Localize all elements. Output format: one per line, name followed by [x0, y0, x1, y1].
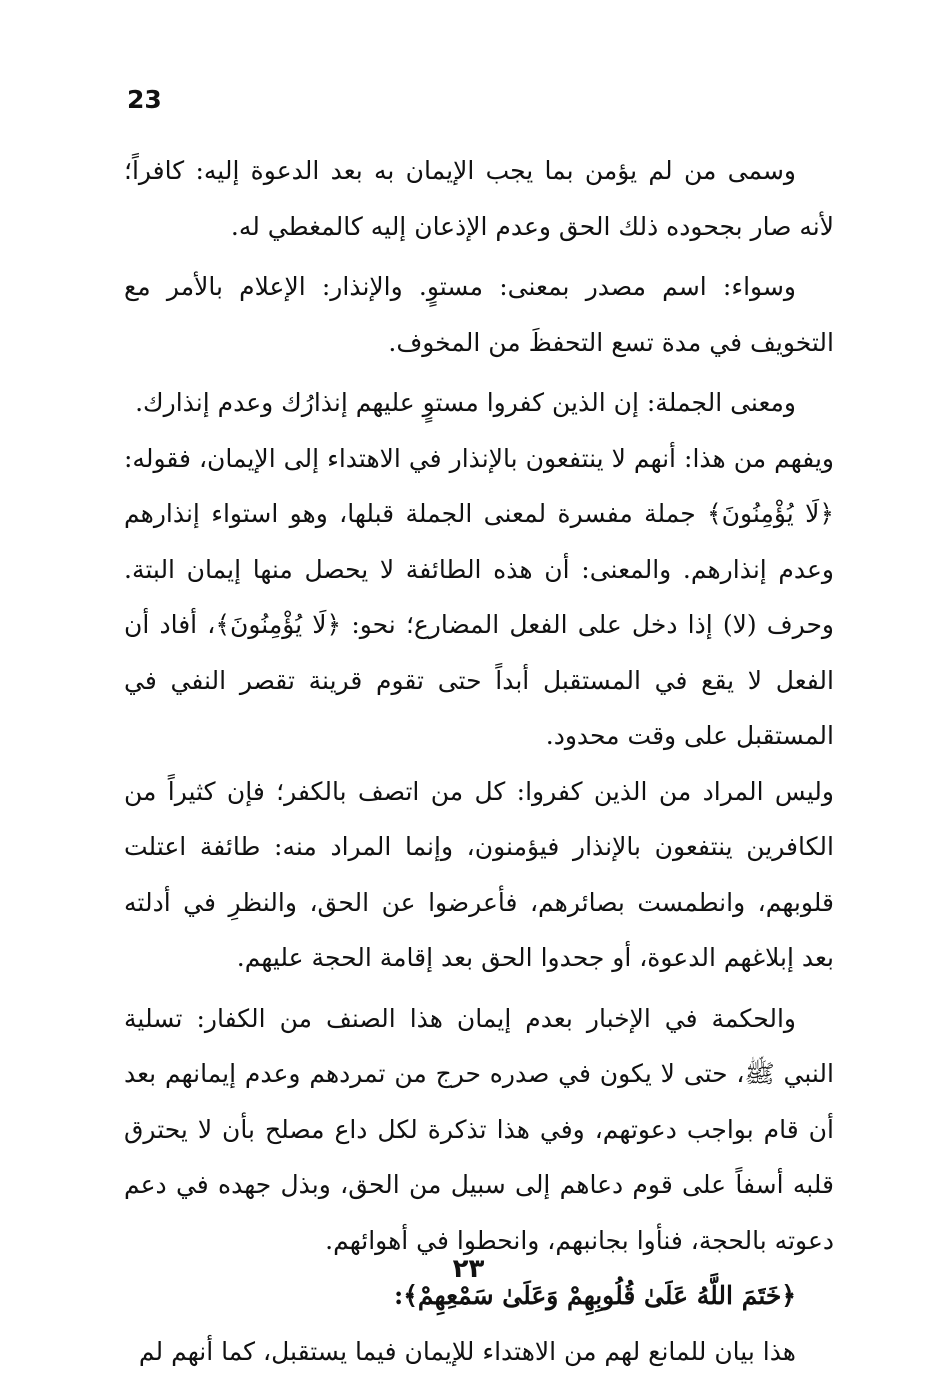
page-number-bottom: ٢٣	[0, 1252, 937, 1286]
page-number-top: 23	[127, 84, 162, 116]
paragraph-intended-disbelievers: وليس المراد من الذين كفروا: كل من اتصف بالكفر؛ فإن كثيراً من الكافرين ينتفعون بالإنذار فيؤمنون، وإنما المراد منه: طائفة اعتلت قلوبهم، وانطمست بصائرهم، فأعرضوا عن الحق، والنظرِ في أدلته بعد إبلاغهم الدعوة، أو جحدوا الحق بعد إقامة الحجة عليهم.	[124, 764, 834, 986]
paragraph-sentence-meaning: ومعنى الجملة: إن الذين كفروا مستوٍ عليهم إنذارُك وعدم إنذارك.	[124, 375, 834, 431]
page-body	[124, 143, 834, 1379]
verse-heading: ﴿خَتَمَ اللَّهُ عَلَىٰ قُلُوبِهِمْ وَعَلَىٰ سَمْعِهِمْ﴾:	[124, 1268, 834, 1324]
paragraph-inference: ويفهم من هذا: أنهم لا ينتفعون بالإنذار في الاهتداء إلى الإيمان، فقوله: ﴿لَا يُؤْمِنُونَ﴾ جملة مفسرة لمعنى الجملة قبلها، وهو استواء إنذارهم وعدم إنذارهم. والمعنى: أن هذه الطائفة لا يحصل منها إيمان البتة. وحرف (لا) إذا دخل على الفعل المضارع؛ نحو: ﴿لَا يُؤْمِنُونَ﴾، أفاد أن الفعل لا يقع في المستقبل أبداً حتى تقوم قرينة تقصر النفي في المستقبل على وقت محدود.	[124, 431, 834, 764]
paragraph-wisdom: والحكمة في الإخبار بعدم إيمان هذا الصنف من الكفار: تسلية النبي ﷺ، حتى لا يكون في صدره حرج من تمردهم وعدم إيمانهم بعد أن قام بواجب دعوتهم، وفي هذا تذكرة لكل داع مصلح بأن لا يحترق قلبه أسفاً على قوم دعاهم إلى سبيل من الحق، وبذل جهده في دعم دعوته بالحجة، فنأوا بجانبهم، وانحطوا في أهوائهم.	[124, 991, 834, 1269]
paragraph-final: هذا بيان للمانع لهم من الاهتداء للإيمان فيما يستقبل، كما أنهم لم	[124, 1324, 834, 1379]
paragraph-sawa-meaning: وسواء: اسم مصدر بمعنى: مستوٍ. والإنذار: الإعلام بالأمر مع التخويف في مدة تسع التحفظَ من المخوف.	[124, 259, 834, 370]
paragraph-kafir-definition: وسمى من لم يؤمن بما يجب الإيمان به بعد الدعوة إليه: كافراً؛ لأنه صار بجحوده ذلك الحق وعدم الإذعان إليه كالمغطي له.	[124, 143, 834, 254]
